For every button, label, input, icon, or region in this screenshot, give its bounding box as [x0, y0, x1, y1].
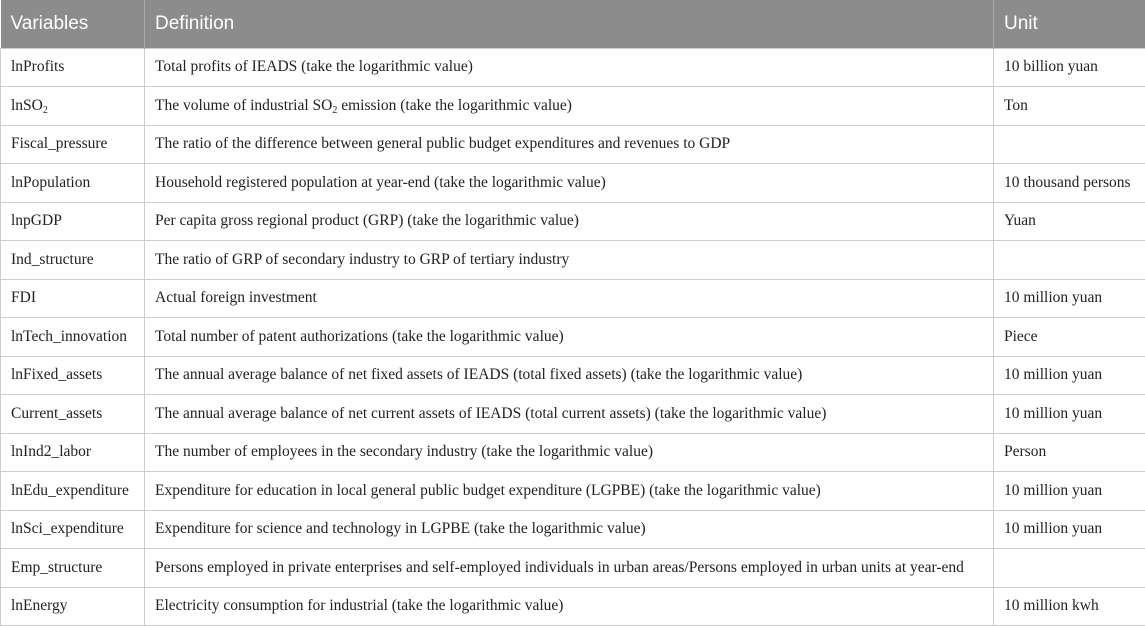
definition-cell: The ratio of the difference between general public budget expenditures and revenues to GDP	[145, 125, 994, 164]
variable-cell: Fiscal_pressure	[1, 125, 145, 164]
unit-cell: Person	[994, 433, 1145, 472]
variable-cell: lnSci_expenditure	[1, 510, 145, 549]
header-row	[1, 0, 1145, 48]
unit-cell: 10 million yuan	[994, 356, 1145, 395]
table-row	[1, 87, 1145, 126]
table-row	[1, 587, 1145, 626]
table-row	[1, 48, 1145, 87]
variable-cell	[1, 87, 145, 126]
variable-cell: lnpGDP	[1, 202, 145, 241]
variable-cell: Current_assets	[1, 395, 145, 434]
unit-cell: Yuan	[994, 202, 1145, 241]
unit-cell: 10 billion yuan	[994, 48, 1145, 87]
definition-cell: Household registered population at year-end (take the logarithmic value)	[145, 164, 994, 203]
variable-cell: Emp_structure	[1, 549, 145, 588]
table-row	[1, 125, 1145, 164]
variable-cell: lnPopulation	[1, 164, 145, 203]
definition-cell: The annual average balance of net fixed assets of IEADS (total fixed assets) (take the logarithmic value)	[145, 356, 994, 395]
definition-cell: Actual foreign investment	[145, 279, 994, 318]
definition-cell: Total profits of IEADS (take the logarithmic value)	[145, 48, 994, 87]
variable-cell: lnTech_innovation	[1, 318, 145, 357]
unit-cell: 10 million yuan	[994, 472, 1145, 511]
table-row	[1, 395, 1145, 434]
table-row	[1, 510, 1145, 549]
subscript: 2	[42, 104, 48, 116]
definition-cell: The annual average balance of net current assets of IEADS (total current assets) (take the logarithmic value)	[145, 395, 994, 434]
definition-cell: The number of employees in the secondary industry (take the logarithmic value)	[145, 433, 994, 472]
header-unit: Unit	[994, 0, 1145, 48]
unit-cell: 10 million kwh	[994, 587, 1145, 626]
definition-cell: Per capita gross regional product (GRP) (take the logarithmic value)	[145, 202, 994, 241]
table-header	[1, 0, 1145, 48]
variable-cell: lnEnergy	[1, 587, 145, 626]
header-variables: Variables	[10, 12, 89, 34]
variable-cell: Ind_structure	[1, 241, 145, 280]
table-row	[1, 472, 1145, 511]
definition-cell: Expenditure for education in local general public budget expenditure (LGPBE) (take the logarithmic value)	[145, 472, 994, 511]
definition-cell	[145, 87, 994, 126]
table-row	[1, 279, 1145, 318]
table-row	[1, 318, 1145, 357]
variable-cell: lnInd2_labor	[1, 433, 145, 472]
unit-cell: 10 million yuan	[994, 279, 1145, 318]
unit-cell	[994, 125, 1145, 164]
unit-cell: 10 million yuan	[994, 395, 1145, 434]
header-definition: Definition	[145, 0, 994, 48]
table-body	[1, 48, 1145, 626]
definition-text: The volume of industrial SO	[155, 96, 333, 114]
subscript: 2	[332, 104, 338, 116]
variable-cell: lnFixed_assets	[1, 356, 145, 395]
variable-text: lnSO	[11, 96, 43, 114]
unit-cell	[994, 241, 1145, 280]
definition-cell: The ratio of GRP of secondary industry to GRP of tertiary industry	[145, 241, 994, 280]
table-row	[1, 356, 1145, 395]
definition-cell: Electricity consumption for industrial (take the logarithmic value)	[145, 587, 994, 626]
table-row	[1, 241, 1145, 280]
definition-cell: Total number of patent authorizations (take the logarithmic value)	[145, 318, 994, 357]
unit-cell: 10 thousand persons	[994, 164, 1145, 203]
unit-cell: Ton	[994, 87, 1145, 126]
table-row	[1, 549, 1145, 588]
definition-cell: Persons employed in private enterprises and self-employed individuals in urban areas/Persons employed in urban units at year-end	[145, 549, 994, 588]
table-row	[1, 202, 1145, 241]
variable-cell: lnEdu_expenditure	[1, 472, 145, 511]
definition-cell: Expenditure for science and technology in LGPBE (take the logarithmic value)	[145, 510, 994, 549]
definition-text: emission (take the logarithmic value)	[337, 96, 572, 114]
unit-cell: 10 million yuan	[994, 510, 1145, 549]
variable-cell: lnProfits	[1, 48, 145, 87]
table-row	[1, 164, 1145, 203]
table-row	[1, 433, 1145, 472]
unit-cell: Piece	[994, 318, 1145, 357]
unit-cell	[994, 549, 1145, 588]
variable-cell: FDI	[1, 279, 145, 318]
